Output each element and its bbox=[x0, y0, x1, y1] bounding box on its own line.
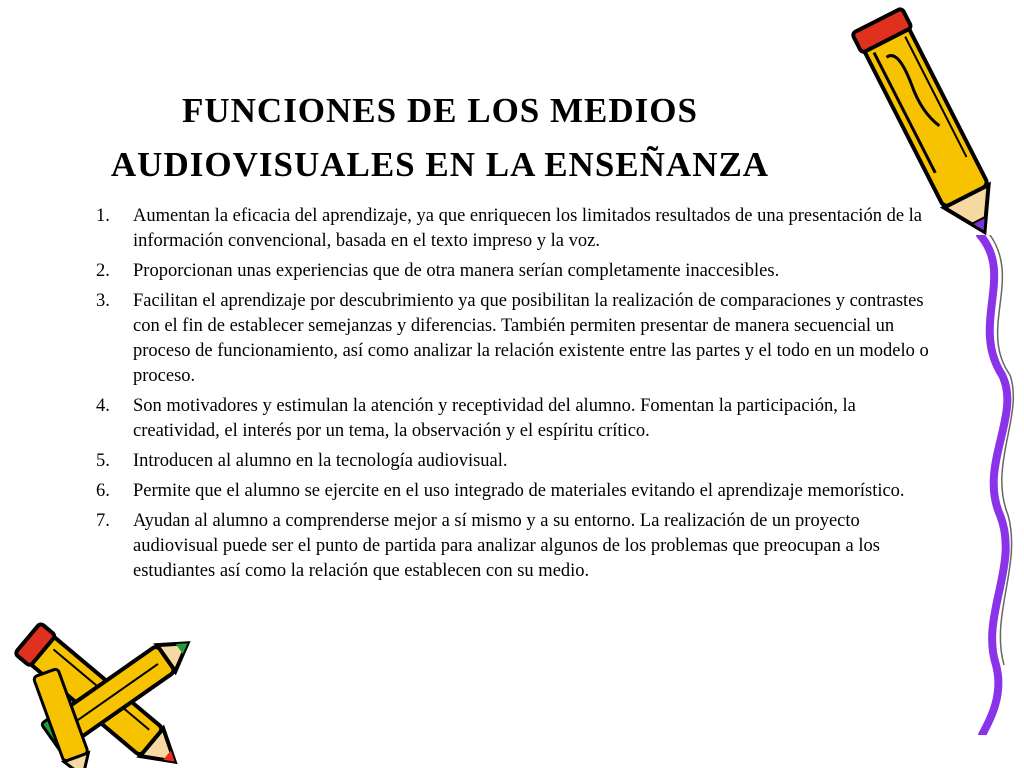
item-text: Proporcionan unas experiencias que de otra manera serían completamente inaccesibles. bbox=[133, 261, 780, 281]
item-text: Aumentan la eficacia del aprendizaje, ya que enriquecen los limitados resultados de una presentación de la información convencional, basada en el texto impreso y la voz. bbox=[133, 206, 923, 251]
title-line-2: AUDIOVISUALES EN LA ENSEÑANZA bbox=[110, 145, 770, 184]
item-text: Son motivadores y estimulan la atención y receptividad del alumno. Fomentan la participación, la creatividad, el interés por un tema, la observación y el espíritu crítico. bbox=[133, 396, 856, 441]
pencils-icon bbox=[0, 620, 210, 768]
list-item bbox=[96, 449, 946, 474]
item-number: 2. bbox=[96, 261, 110, 281]
slide-title bbox=[60, 84, 820, 192]
item-number: 1. bbox=[96, 206, 110, 226]
list-item bbox=[96, 259, 946, 284]
item-number: 4. bbox=[96, 396, 110, 416]
list-item bbox=[96, 204, 946, 254]
item-text: Introducen al alumno en la tecnología audiovisual. bbox=[133, 451, 508, 471]
title-line-1: FUNCIONES DE LOS MEDIOS bbox=[181, 91, 698, 130]
list-item bbox=[96, 289, 946, 389]
item-number: 3. bbox=[96, 291, 110, 311]
list-item bbox=[96, 394, 946, 444]
function-list bbox=[96, 204, 946, 589]
item-number: 7. bbox=[96, 511, 110, 531]
list-item bbox=[96, 479, 946, 504]
pencil-icon bbox=[850, 0, 1010, 250]
item-text: Permite que el alumno se ejercite en el uso integrado de materiales evitando el aprendizaje memorístico. bbox=[133, 481, 905, 501]
ribbon-icon bbox=[960, 235, 1024, 735]
item-text: Facilitan el aprendizaje por descubrimiento ya que posibilitan la realización de comparaciones y contrastes con el fin de establecer semejanzas y diferencias. También permiten presentar de manera secuencial un proceso de funcionamiento, así como analizar la relación existente entre las partes y el todo en un modelo o proceso. bbox=[133, 291, 929, 386]
item-number: 6. bbox=[96, 481, 110, 501]
list-item bbox=[96, 509, 946, 584]
item-text: Ayudan al alumno a comprenderse mejor a sí mismo y a su entorno. La realización de un proyecto audiovisual puede ser el punto de partida para analizar algunos de los problemas que preocupan a los estudiantes así como la relación que establecen con su medio. bbox=[133, 511, 880, 581]
item-number: 5. bbox=[96, 451, 110, 471]
